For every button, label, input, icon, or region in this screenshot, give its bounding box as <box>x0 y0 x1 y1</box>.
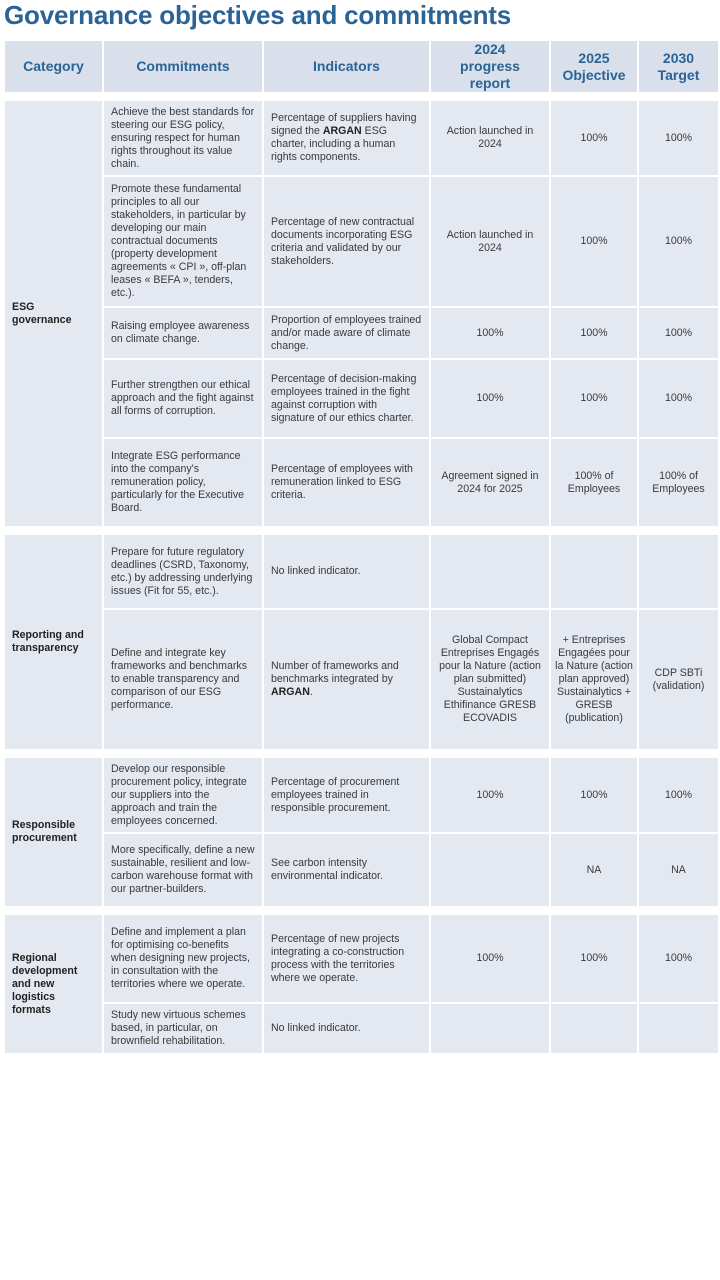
indicator-text: Percentage of suppliers having signed the <box>271 112 417 137</box>
table-row <box>4 534 719 609</box>
header-progress-2024-year: 2024 <box>474 41 506 57</box>
commitment-cell: Study new virtuous schemes based, in particular, on brownfield rehabilitation. <box>103 1003 263 1054</box>
target-2030-cell <box>638 1003 719 1054</box>
target-2030-cell: 100% of Employees <box>638 438 719 527</box>
header-objective-2025-year: 2025 <box>578 49 610 66</box>
target-2030-cell: 100% <box>638 359 719 438</box>
header-objective-2025-label: Objective <box>562 66 626 83</box>
objective-2025-cell: 100% <box>550 757 638 833</box>
indicator-text: Number of frameworks and benchmarks integrated by <box>271 660 399 685</box>
table-row <box>4 914 719 1003</box>
header-progress-2024-label: progress report <box>460 58 520 91</box>
commitment-cell: Integrate ESG performance into the company's remuneration policy, particularly for the Executive Board. <box>103 438 263 527</box>
progress-2024-cell: Agreement signed in 2024 for 2025 <box>430 438 550 527</box>
objective-2025-cell: 100% <box>550 307 638 359</box>
indicator-text: ESG charter, including a human rights components. <box>271 125 396 163</box>
indicator-cell: Percentage of new contractual documents incorporating ESG criteria and validated by our stakeholders. <box>263 176 430 307</box>
indicator-cell: No linked indicator. <box>263 534 430 609</box>
group-spacer <box>4 907 719 914</box>
commitment-cell: Further strengthen our ethical approach and the fight against all forms of corruption. <box>103 359 263 438</box>
commitment-cell: Define and integrate key frameworks and benchmarks to enable transparency and comparison of our ESG performance. <box>103 609 263 750</box>
category-esg-governance: ESG governance <box>4 100 103 527</box>
indicator-cell: No linked indicator. <box>263 1003 430 1054</box>
header-indicators: Indicators <box>263 40 430 93</box>
target-2030-cell <box>638 534 719 609</box>
objective-2025-cell: + Entreprises Engagées pour la Nature (action plan approved) Sustainalytics + GRESB (publication) <box>550 609 638 750</box>
objective-2025-cell <box>550 534 638 609</box>
category-reporting-transparency: Reporting and transparency <box>4 534 103 750</box>
header-category: Category <box>4 40 103 93</box>
commitment-cell: Achieve the best standards for steering our ESG policy, ensuring respect for human rights throughout its value chain. <box>103 100 263 176</box>
progress-2024-cell: 100% <box>430 914 550 1003</box>
progress-2024-cell: Action launched in 2024 <box>430 100 550 176</box>
progress-2024-cell: Action launched in 2024 <box>430 176 550 307</box>
progress-2024-cell <box>430 1003 550 1054</box>
progress-2024-cell: 100% <box>430 307 550 359</box>
progress-2024-cell: 100% <box>430 359 550 438</box>
header-progress-2024 <box>430 40 550 93</box>
commitment-cell: Prepare for future regulatory deadlines (CSRD, Taxonomy, etc.) by addressing underlying issues (Fit for 55, etc.). <box>103 534 263 609</box>
objective-2025-cell: 100% <box>550 359 638 438</box>
target-2030-cell: NA <box>638 833 719 907</box>
indicator-cell: See carbon intensity environmental indicator. <box>263 833 430 907</box>
indicator-cell <box>263 609 430 750</box>
target-2030-cell: 100% <box>638 914 719 1003</box>
indicator-cell: Percentage of decision-making employees trained in the fight against corruption with signature of our ethics charter. <box>263 359 430 438</box>
commitment-cell: Raising employee awareness on climate change. <box>103 307 263 359</box>
target-2030-cell: CDP SBTi (validation) <box>638 609 719 750</box>
commitment-cell: More specifically, define a new sustainable, resilient and low-carbon warehouse format with our partner-builders. <box>103 833 263 907</box>
objective-2025-cell: NA <box>550 833 638 907</box>
target-2030-cell: 100% <box>638 307 719 359</box>
category-responsible-procurement: Responsible procurement <box>4 757 103 907</box>
progress-2024-cell <box>430 833 550 907</box>
group-spacer <box>4 527 719 534</box>
progress-2024-cell <box>430 534 550 609</box>
indicator-cell: Percentage of procurement employees trained in responsible procurement. <box>263 757 430 833</box>
target-2030-cell: 100% <box>638 100 719 176</box>
progress-2024-cell: Global Compact Entreprises Engagés pour la Nature (action plan submitted) Sustainalytics Ethifinance GRESB ECOVADIS <box>430 609 550 750</box>
table-row <box>4 100 719 176</box>
group-spacer <box>4 93 719 100</box>
table-row <box>4 833 719 907</box>
indicator-cell: Percentage of employees with remuneration linked to ESG criteria. <box>263 438 430 527</box>
header-target-2030-year: 2030 <box>662 49 695 66</box>
commitment-cell: Develop our responsible procurement policy, integrate our suppliers into the approach and train the employees concerned. <box>103 757 263 833</box>
objective-2025-cell: 100% <box>550 914 638 1003</box>
governance-table <box>3 39 720 1055</box>
table-row <box>4 438 719 527</box>
indicator-cell: Proportion of employees trained and/or made aware of climate change. <box>263 307 430 359</box>
indicator-cell: Percentage of new projects integrating a co-construction process with the territories where we operate. <box>263 914 430 1003</box>
indicator-cell <box>263 100 430 176</box>
table-row <box>4 757 719 833</box>
group-spacer <box>4 750 719 757</box>
table-row <box>4 176 719 307</box>
table-row <box>4 609 719 750</box>
table-row <box>4 307 719 359</box>
header-commitments: Commitments <box>103 40 263 93</box>
header-objective-2025 <box>550 40 638 93</box>
progress-2024-cell: 100% <box>430 757 550 833</box>
category-regional-development: Regional development and new logistics formats <box>4 914 103 1054</box>
objective-2025-cell <box>550 1003 638 1054</box>
table-row <box>4 359 719 438</box>
objective-2025-cell: 100% of Employees <box>550 438 638 527</box>
table-row <box>4 1003 719 1054</box>
objective-2025-cell: 100% <box>550 176 638 307</box>
target-2030-cell: 100% <box>638 757 719 833</box>
commitment-cell: Define and implement a plan for optimising co-benefits when designing new projects, in consultation with the territories where we operate. <box>103 914 263 1003</box>
table-header-row <box>4 40 719 93</box>
objective-2025-cell: 100% <box>550 100 638 176</box>
header-target-2030 <box>638 40 719 93</box>
commitment-cell: Promote these fundamental principles to all our stakeholders, in particular by developing our main contractual documents (property development agreements « CPI », off-plan leases « BEFA », tenders, etc.). <box>103 176 263 307</box>
argan-name: ARGAN <box>271 686 310 698</box>
indicator-text: . <box>309 686 313 698</box>
argan-name: ARGAN <box>322 125 362 137</box>
page-title: Governance objectives and commitments <box>4 0 511 30</box>
header-target-2030-label: Target <box>657 66 700 83</box>
target-2030-cell: 100% <box>638 176 719 307</box>
